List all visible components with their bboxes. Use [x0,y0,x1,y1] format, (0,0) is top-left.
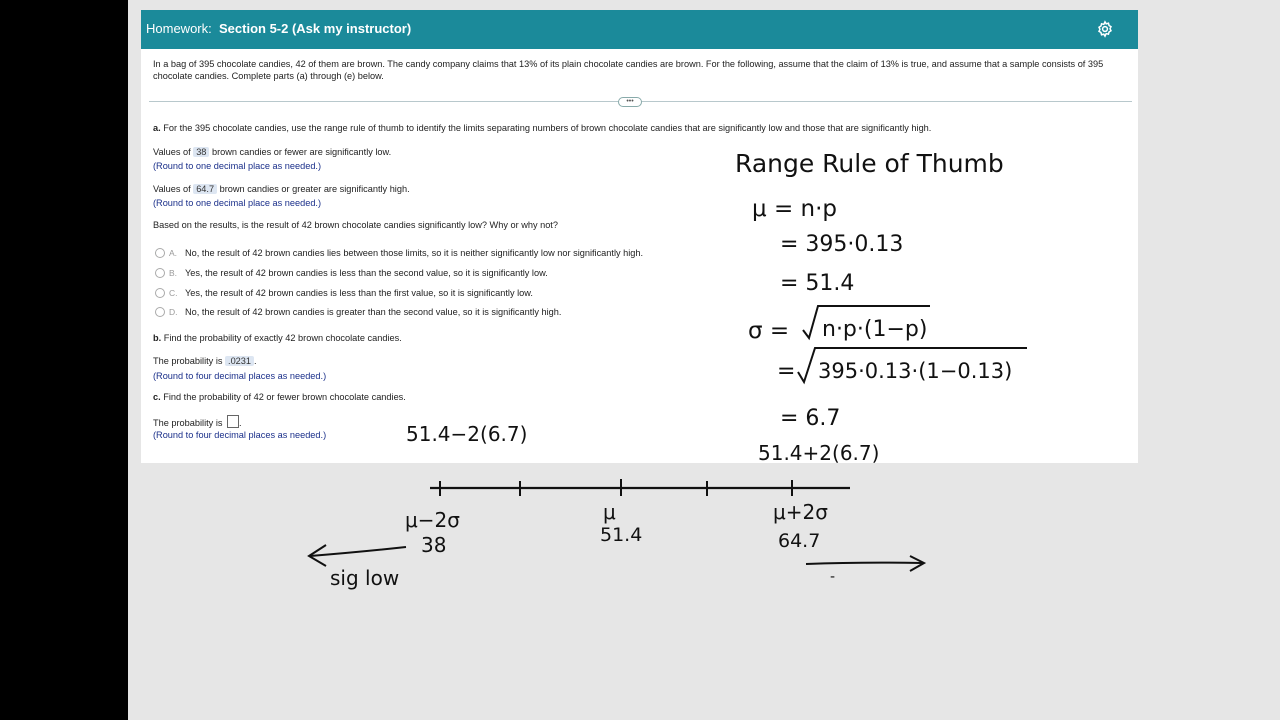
homework-header [141,10,1138,49]
part-b-note: (Round to four decimal places as needed.) [153,371,327,381]
part-c-answer-pre: The probability is [153,418,223,428]
hw-heading: Range Rule of Thumb [735,149,1004,178]
option-d-letter: D. [169,307,178,317]
hw-nl-mid-value: 51.4 [600,524,643,546]
homework-panel [141,10,1138,463]
hw-nl-high-label: μ+2σ [773,500,828,524]
hw-sig-low: sig low [330,566,400,590]
hw-nl-low-value: 38 [421,533,447,557]
part-a-question-text: For the 395 chocolate candies, use the range rule of thumb to identify the limits separating numbers of brown chocolate candies that are significantly low and those that are significantly high. [163,123,932,133]
problem-intro: In a bag of 395 chocolate candies, 42 of them are brown. The candy company claims that 13% of its plain chocolate candies are brown. For the following, assume that the claim of 13% is true, and assume that a sample consists of 395 chocolate candies. Complete parts (a) through (e) below. [153,59,1104,81]
hw-sigma-result: = 6.7 [780,406,841,431]
option-b-text[interactable]: Yes, the result of 42 brown candies is less than the second value, so it is significantly low. [185,268,548,278]
option-b-radio[interactable] [155,268,165,278]
expand-button[interactable]: ••• [618,97,642,107]
part-b-answer-pre: The probability is [153,356,223,366]
option-d-radio[interactable] [155,307,165,317]
option-a-text[interactable]: No, the result of 42 brown candies lies between those limits, so it is neither significantly low nor significantly high. [185,248,644,258]
low-limit-line [153,147,391,157]
homework-prefix: Homework: [146,21,212,36]
option-b-letter: B. [169,268,178,278]
hw-equals-2: = [777,359,796,384]
hw-nl-high-value: 64.7 [778,530,821,552]
part-b-answer-line: The probability is .0231 . [153,356,257,366]
part-b-label: b. [153,333,162,343]
low-limit-post: brown candies or fewer are significantly low. [211,147,392,157]
low-limit-note: (Round to one decimal place as needed.) [153,161,322,171]
part-c-answer-line: The probability is . [153,415,242,428]
hw-sigma-substitution: 395·0.13·(1−0.13) [818,359,1013,383]
hw-sigma-label: σ = [748,318,790,344]
hw-nl-low-label: μ−2σ [405,508,460,532]
hw-mu-result: = 51.4 [780,271,855,296]
high-limit-note: (Round to one decimal place as needed.) [153,198,322,208]
hw-upper-calc: 51.4+2(6.7) [758,441,880,465]
high-limit-answer[interactable]: 64.7 [193,184,217,194]
high-limit-line [153,184,410,194]
part-c-answer-input[interactable] [227,415,239,428]
based-question: Based on the results, is the result of 42 brown chocolate candies significantly low? Why or why not? [153,220,558,230]
option-c-letter: C. [169,288,178,298]
gear-icon[interactable] [1096,20,1114,38]
left-black-bar [0,0,128,720]
part-c-question [153,392,406,402]
option-a-letter: A. [169,248,178,258]
option-d-text[interactable]: No, the result of 42 brown candies is greater than the second value, so it is significantly high. [185,307,562,317]
hw-mu-equation: μ = n·p [752,196,838,222]
part-c-question-text: Find the probability of 42 or fewer brown chocolate candies. [163,392,406,402]
hw-mu-substitution: = 395·0.13 [780,232,904,257]
hw-sig-high-mark: - [830,569,836,585]
low-limit-pre: Values of [153,147,191,157]
part-a-question [153,123,931,133]
homework-title: Section 5-2 (Ask my instructor) [219,21,412,36]
part-c-note: (Round to four decimal places as needed.) [153,430,327,440]
option-a-radio[interactable] [155,248,165,258]
low-limit-answer[interactable]: 38 [193,147,209,157]
part-b-question-text: Find the probability of exactly 42 brown chocolate candies. [163,333,402,343]
part-a-label: a. [153,123,161,133]
part-c-label: c. [153,392,161,402]
option-c-text[interactable]: Yes, the result of 42 brown candies is less than the first value, so it is significantly low. [185,288,533,298]
hw-nl-mid-label: μ [603,500,616,524]
part-b-question [153,333,402,343]
high-limit-pre: Values of [153,184,191,194]
hw-sigma-formula: n·p·(1−p) [822,317,928,342]
option-c-radio[interactable] [155,288,165,298]
hw-lower-calc: 51.4−2(6.7) [406,422,528,446]
high-limit-post: brown candies or greater are significantly high. [219,184,410,194]
part-b-answer[interactable]: .0231 [225,356,254,366]
